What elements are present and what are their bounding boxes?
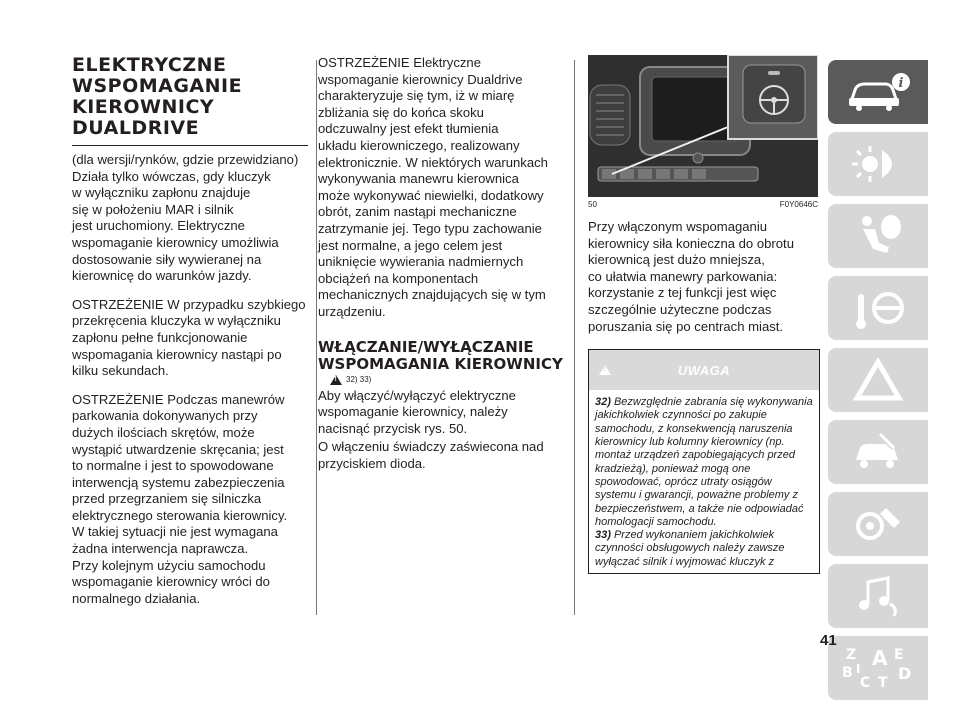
heading-rule — [72, 145, 308, 146]
warning-box — [588, 349, 820, 574]
airbag-icon — [853, 213, 903, 259]
index-letter: A — [872, 646, 888, 670]
technical-data-icon — [850, 502, 906, 546]
index-letter: C — [860, 675, 871, 691]
warning-triangle-icon — [853, 358, 903, 402]
warning-header — [589, 350, 819, 390]
figure-dashboard-button — [588, 55, 818, 197]
tab-index[interactable] — [828, 636, 928, 700]
tab-start-driving[interactable] — [828, 276, 928, 340]
tab-emergency[interactable] — [828, 348, 928, 412]
paragraph-enable: Aby włączyć/wyłączyć elektryczne wspomaganie kierownicy, należy nacisnąć przycisk rys. 50. — [318, 387, 516, 436]
paragraph-led: O włączeniu świadczy zaświecona nad przyciskiem dioda. — [318, 439, 544, 471]
paragraph-benefit: Przy włączonym wspomaganiu kierownicy siła konieczna do obrotu kierownicą jest dużo mniejsza, co ułatwia manewry parkowania: korzystanie z tej funkcji jest więc szczególnie użyteczne podczas poruszania się po centrach miast. — [588, 219, 794, 334]
column-right — [588, 55, 818, 574]
warning-text: Przed wykonaniem jakichkolwiek czynności obsługowych należy zawsze wyłączać silnik i wyjmować kluczyk z — [595, 529, 785, 568]
tab-multimedia[interactable] — [828, 564, 928, 628]
column-left — [72, 55, 308, 619]
car-info-icon — [843, 72, 913, 112]
dashboard-lights-icon — [848, 142, 908, 186]
column-divider — [574, 60, 575, 615]
wrench-car-icon — [850, 430, 906, 474]
paragraph-warning-parking: OSTRZEŻENIE Podczas manewrów parkowania dokonywanych przy dużych ilościach skrętów, może wystąpić utwardzenie skręcania; jest to normalne i jest to spowodowane interwencją systemu zabezpieczenia przed przegrzaniem się silniczka elektrycznego sterowania kierownicy. W takiej sytuacji nie jest wymagana żadna interwencja naprawcza. Przy kolejnym użyciu samochodu wspomaganie kierownicy wróci do normalnego działania. — [72, 391, 288, 606]
steering-wheel-key-icon — [850, 286, 906, 330]
index-letter: D — [898, 664, 912, 683]
section-heading: ELEKTRYCZNE WSPOMAGANIE KIEROWNICY DUALDRIVE — [72, 54, 243, 139]
warning-triangle-icon — [330, 375, 342, 385]
warning-body — [589, 390, 819, 573]
index-letter: B — [842, 665, 853, 681]
svg-text:i: i — [898, 76, 904, 91]
warning-text: Bezwzględnie zabrania się wykonywania jakichkolwiek czynności po zakupie samochodu, z konsekwencją naruszenia kierownicy lub kolumny kierownicy (np. montaż urządzeń zapobiegających przed kradzieżą), ponieważ mogą one spowodować, oprócz utraty osiągów systemu i gwarancji, poważne problemy z bezpieczeństwem, a także nie odpowiadać homologacji samochodu. — [595, 396, 813, 528]
media-icon — [850, 574, 906, 618]
tab-technical-data[interactable] — [828, 492, 928, 556]
index-letter: I — [856, 662, 861, 676]
column-divider — [316, 60, 317, 615]
tab-dashboard-lights[interactable] — [828, 132, 928, 196]
warning-number: 32) — [595, 396, 611, 409]
figure-number: 50 — [588, 200, 597, 209]
warning-item — [595, 529, 813, 569]
page-number: 41 — [820, 632, 837, 649]
chapter-tabs — [828, 60, 928, 708]
tab-maintenance[interactable] — [828, 420, 928, 484]
index-letter: Z — [846, 647, 857, 663]
figure-caption — [588, 200, 818, 209]
paragraph-intro: (dla wersji/rynków, gdzie przewidziano) Działa tylko wówczas, gdy kluczyk w wyłączniku zapłonu znajduje się w położeniu MAR i silnik jest uruchomiony. Elektryczne wspomaganie kierownicy umożliwia dostosowanie siły wywieranej na kierownicę do warunków jazdy. — [72, 152, 299, 284]
warning-number: 33) — [595, 529, 611, 542]
subsection-heading: WŁĄCZANIE/WYŁĄCZANIE WSPOMAGANIA KIEROWNICY — [318, 337, 563, 373]
warning-title: UWAGA — [677, 362, 731, 378]
tab-safety[interactable] — [828, 204, 928, 268]
warning-item — [595, 396, 813, 529]
column-middle — [318, 55, 564, 484]
figure-code: F0Y0646C — [779, 200, 818, 209]
dashboard-illustration — [588, 55, 818, 197]
reference-numbers: 32) 33) — [346, 375, 372, 384]
index-letter: E — [894, 647, 904, 663]
paragraph-dualdrive-note: OSTRZEŻENIE Elektryczne wspomaganie kierownicy Dualdrive charakteryzuje się tym, iż w miarę zbliżania się do końca skoku odczuwalny jest efekt tłumienia układu kierowniczego, realizowany elektronicznie. W niektórych warunkach wykonywania manewru kierownica może wykonywać niewielki, dodatkowy obrót, zanim nastąpi mechaniczne zatrzymanie jej. Tego typu zachowanie jest normalne, a jego celem jest uniknięcie wywierania nadmiernych obciążeń na komponentach mechanicznych znajdujących się w tym urządzeniu. — [318, 55, 548, 319]
warning-triangle-icon — [599, 365, 611, 375]
index-letter: T — [878, 675, 888, 691]
paragraph-warning-key: OSTRZEŻENIE W przypadku szybkiego przekręcenia kluczyka w wyłączniku zapłonu pełne funkcjonowanie wspomagania kierownicy nastąpi po kilku sekundach. — [72, 296, 306, 379]
warning-references — [330, 375, 564, 385]
tab-car-info[interactable] — [828, 60, 928, 124]
index-letters-icon — [838, 643, 918, 693]
